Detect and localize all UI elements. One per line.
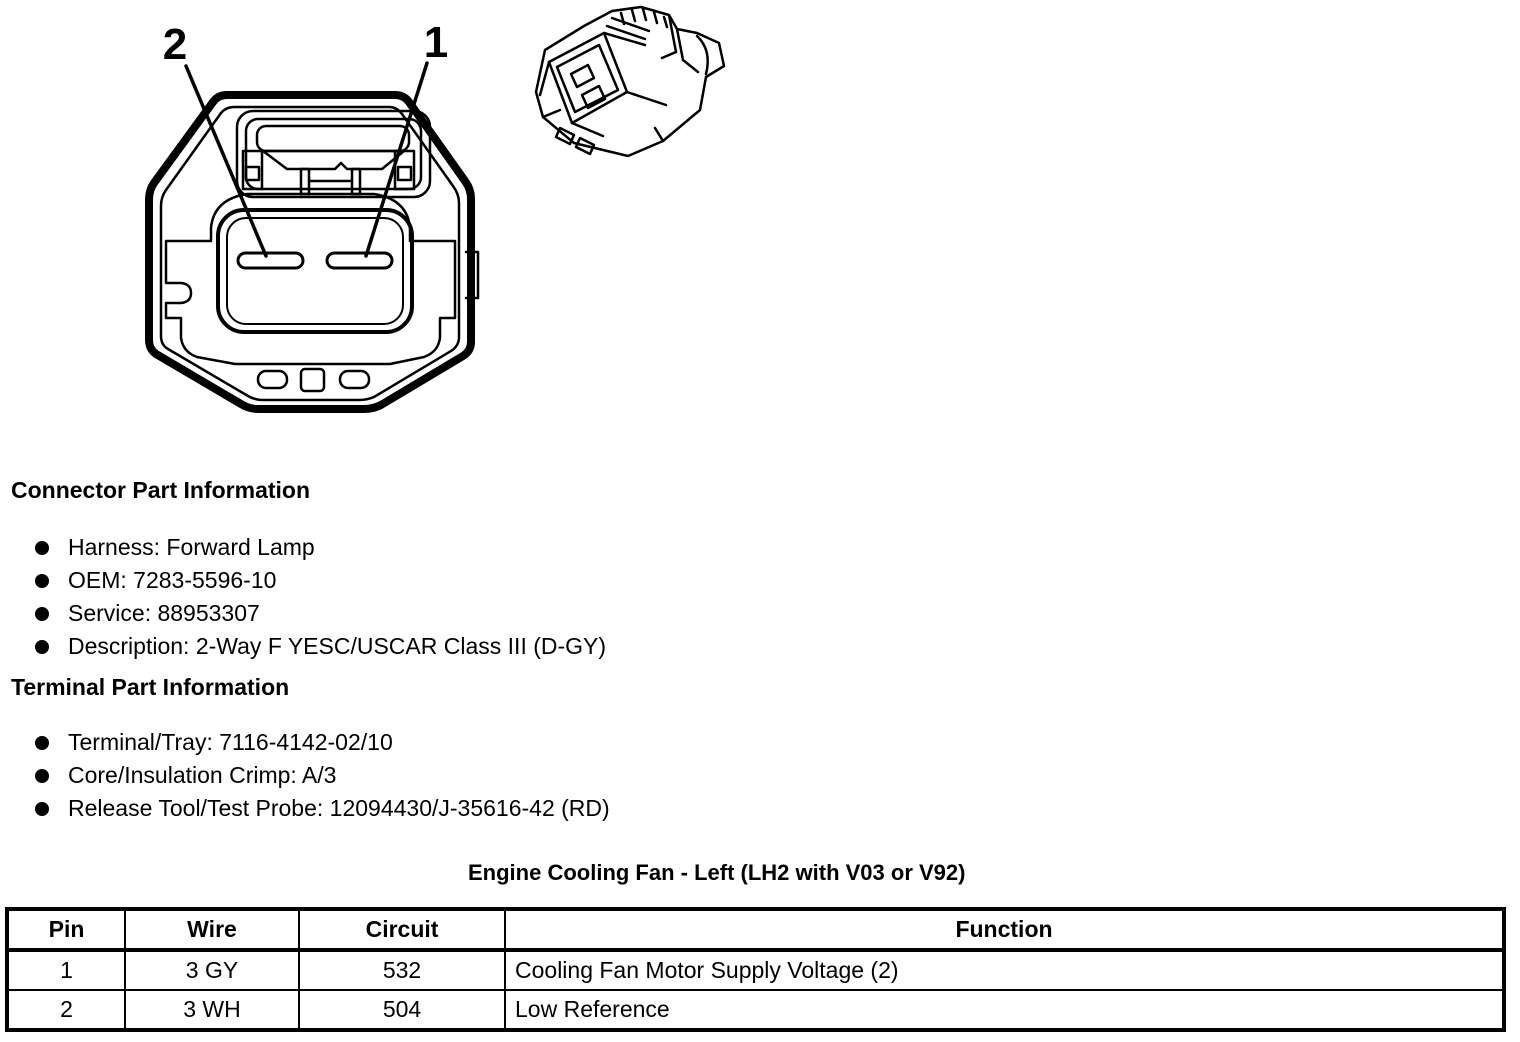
list-item-text: Terminal/Tray: 7116-4142-02/10 — [68, 729, 393, 755]
connector-iso-drawing — [536, 7, 724, 156]
terminal-info-list — [35, 726, 610, 825]
table-row — [7, 950, 1504, 990]
pin-1-label: 1 — [423, 18, 449, 67]
terminal-info-heading: Terminal Part Information — [11, 674, 290, 700]
list-item-text: Core/Insulation Crimp: A/3 — [68, 762, 337, 788]
list-item — [35, 597, 606, 630]
connector-figure — [0, 0, 1520, 470]
cell-function: Low Reference — [505, 990, 1504, 1030]
list-item — [35, 759, 610, 792]
cell-wire: 3 GY — [125, 950, 299, 990]
column-header-pin: Pin — [7, 909, 125, 950]
list-item-text: Harness: Forward Lamp — [68, 534, 315, 560]
list-item — [35, 630, 606, 663]
pinout-table-title: Engine Cooling Fan - Left (LH2 with V03 or V92) — [468, 860, 966, 885]
list-item — [35, 726, 610, 759]
list-item-text: OEM: 7283-5596-10 — [68, 567, 277, 593]
column-header-function: Function — [505, 909, 1504, 950]
list-item-text: Service: 88953307 — [68, 600, 260, 626]
connector-face-drawing — [149, 95, 478, 409]
bullet-icon — [35, 541, 49, 555]
column-header-wire: Wire — [125, 909, 299, 950]
list-item-text: Release Tool/Test Probe: 12094430/J-35616-42 (RD) — [68, 795, 610, 821]
cell-wire: 3 WH — [125, 990, 299, 1030]
bullet-icon — [35, 802, 49, 816]
terminal-slot-1 — [327, 253, 392, 268]
face-latch-assembly — [237, 111, 430, 197]
connector-info-list — [35, 531, 606, 663]
bullet-icon — [35, 640, 49, 654]
column-header-circuit: Circuit — [299, 909, 505, 950]
pinout-table — [5, 907, 1506, 1032]
list-item-text: Description: 2-Way F YESC/USCAR Class III (D-GY) — [68, 633, 607, 659]
list-item — [35, 792, 610, 825]
face-cavity-outer — [218, 210, 412, 332]
list-item — [35, 531, 606, 564]
cell-circuit: 532 — [299, 950, 505, 990]
connector-info-heading: Connector Part Information — [11, 477, 311, 503]
table-header-row — [7, 909, 1504, 950]
bullet-icon — [35, 607, 49, 621]
bullet-icon — [35, 574, 49, 588]
table-row — [7, 990, 1504, 1030]
terminal-slot-2 — [238, 253, 303, 268]
pin-2-label: 2 — [162, 20, 188, 69]
cell-pin: 1 — [7, 950, 125, 990]
face-index-holes — [258, 369, 369, 391]
face-cavity-inner — [227, 218, 403, 324]
cell-function: Cooling Fan Motor Supply Voltage (2) — [505, 950, 1504, 990]
bullet-icon — [35, 769, 49, 783]
cell-circuit: 504 — [299, 990, 505, 1030]
cell-pin: 2 — [7, 990, 125, 1030]
bullet-icon — [35, 736, 49, 750]
list-item — [35, 564, 606, 597]
